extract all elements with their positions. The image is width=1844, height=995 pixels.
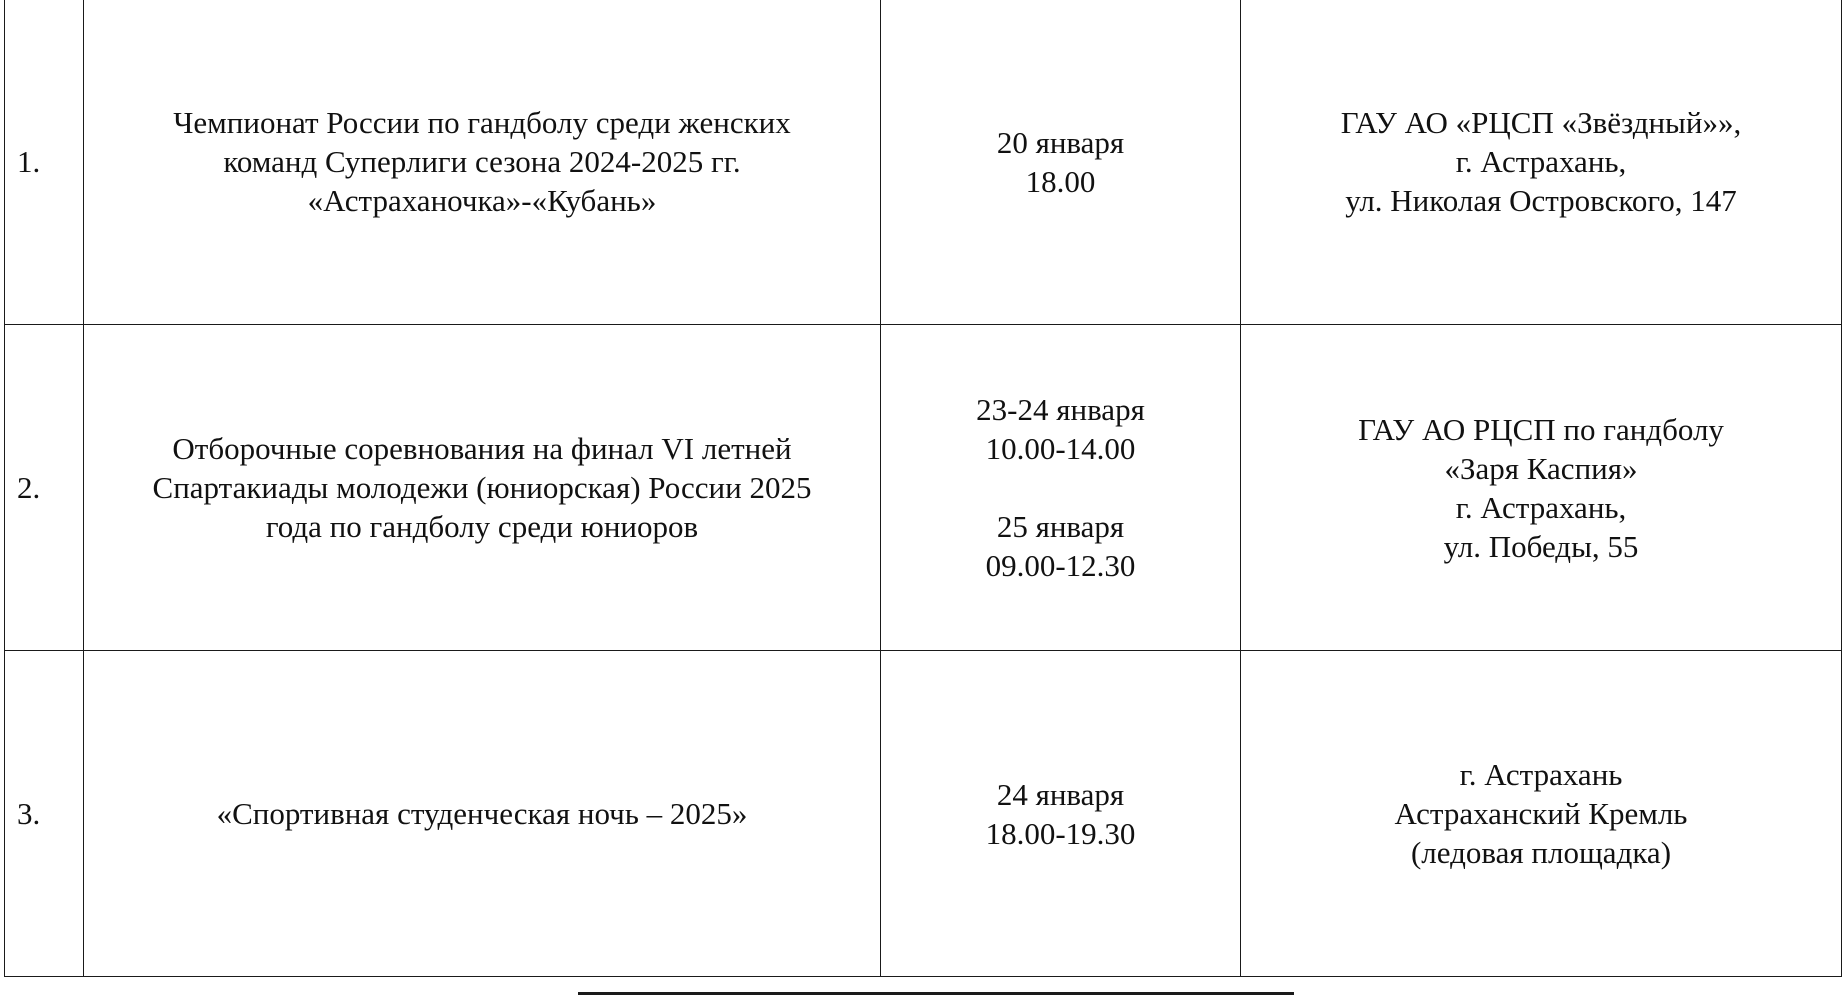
- table-row: [5, 0, 1842, 325]
- venue-line: г. Астрахань,: [1455, 489, 1627, 525]
- venue-line: г. Астрахань: [1459, 757, 1623, 792]
- event-time: 18.00-19.30: [985, 815, 1136, 851]
- event-name-cell: [84, 651, 881, 977]
- venue-cell: [1241, 651, 1842, 977]
- venue-line: ГАУ АО РЦСП по гандболу: [1358, 411, 1724, 447]
- event-time: 18.00: [1025, 163, 1096, 199]
- event-name-line: года по гандболу среди юниоров: [265, 509, 699, 544]
- row-number: 1.: [5, 0, 84, 325]
- event-date: 25 января: [996, 509, 1125, 544]
- event-time: 09.00-12.30: [985, 548, 1136, 583]
- venue-line: Астраханский Кремль: [1394, 796, 1688, 831]
- venue-line: ГАУ АО «РЦСП «Звёздный»»,: [1340, 105, 1742, 140]
- events-table: [4, 0, 1842, 977]
- venue-line: (ледовая площадка): [1410, 835, 1672, 870]
- event-name-line: команд Суперлиги сезона 2024-2025 гг.: [223, 144, 741, 179]
- date-time-cell: [881, 325, 1241, 651]
- event-date: 24 января: [996, 776, 1125, 812]
- event-name-cell: [84, 0, 881, 325]
- line-spacer: [881, 468, 1240, 507]
- event-name-line: Отборочные соревнования на финал VI летней: [172, 431, 792, 466]
- venue-line: ул. Победы, 55: [1443, 528, 1639, 564]
- event-date: 23-24 января: [976, 392, 1145, 427]
- event-name-line: «Спортивная студенческая ночь – 2025»: [216, 796, 748, 831]
- venue-line: ул. Николая Островского, 147: [1345, 183, 1737, 218]
- date-time-cell: [881, 0, 1241, 325]
- event-name-cell: [84, 325, 881, 651]
- date-time-cell: [881, 651, 1241, 977]
- event-time: 10.00-14.00: [985, 431, 1136, 466]
- venue-cell: [1241, 325, 1842, 651]
- event-name-line: Спартакиады молодежи (юниорская) России 2025: [152, 470, 812, 505]
- venue-line: «Заря Каспия»: [1444, 450, 1638, 486]
- table-row: [5, 651, 1842, 977]
- venue-line: г. Астрахань,: [1455, 144, 1627, 179]
- event-name-line: «Астраханочка»-«Кубань»: [307, 183, 657, 218]
- row-number: 3.: [5, 651, 84, 977]
- event-name-line: Чемпионат России по гандболу среди женских: [173, 105, 791, 140]
- event-date: 20 января: [996, 124, 1125, 160]
- table-row: [5, 325, 1842, 651]
- row-number: 2.: [5, 325, 84, 651]
- venue-cell: [1241, 0, 1842, 325]
